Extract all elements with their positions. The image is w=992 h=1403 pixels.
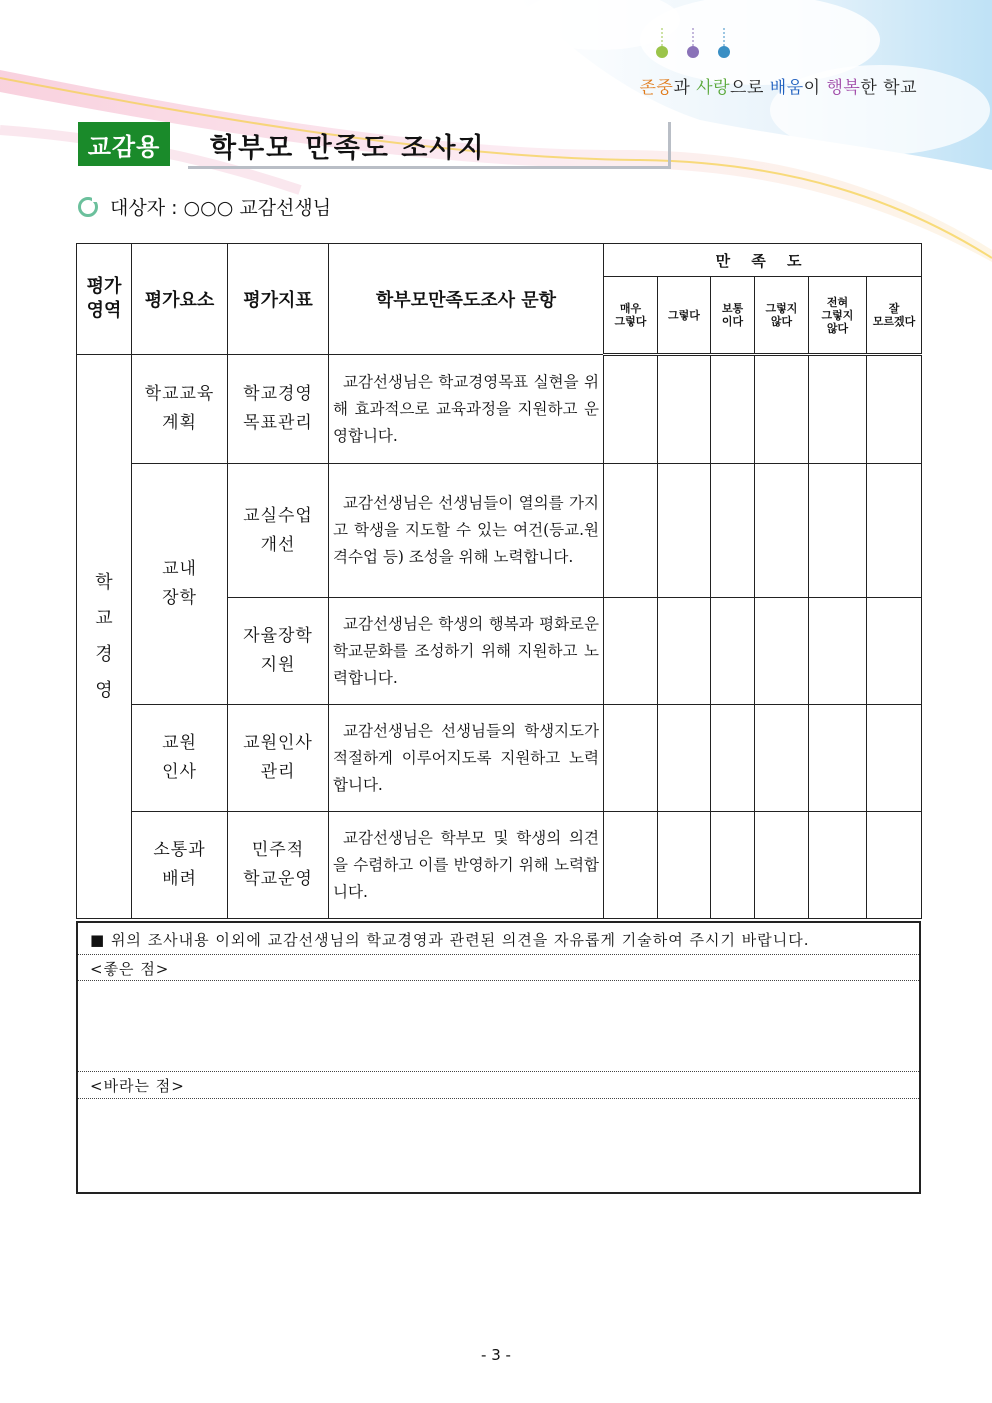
good-points-label: <좋은 점> (90, 960, 170, 978)
motto-segment: 사랑 (696, 78, 731, 98)
motto-segment: 행복 (826, 78, 861, 98)
answer-cell[interactable] (658, 464, 711, 598)
motto-segment: 으로 (730, 78, 770, 98)
answer-cell[interactable] (867, 598, 922, 705)
header-satisfaction: 만 족 도 (604, 244, 922, 277)
survey-table (76, 243, 922, 919)
area-label: 학 교 경 영 (77, 355, 132, 919)
answer-cell[interactable] (711, 598, 755, 705)
answer-cell[interactable] (755, 464, 809, 598)
indicator-cell: 교실수업 개선 (228, 464, 329, 598)
question-cell (329, 812, 604, 919)
comments-instruction: ■ 위의 조사내용 이외에 교감선생님의 학교경영과 관련된 의견을 자유롭게 기술하여 주시기 바랍니다. (90, 931, 810, 949)
table-row (77, 355, 922, 464)
element-cell: 교내 장학 (132, 464, 228, 705)
answer-cell[interactable] (755, 598, 809, 705)
element-cell: 교원 인사 (132, 705, 228, 812)
question-text: 교감선생님은 학부모 및 학생의 의견을 수렴하고 이를 반영하기 위해 노력합니다. (333, 828, 599, 901)
answer-cell[interactable] (809, 812, 867, 919)
wish-points-area[interactable] (78, 1099, 919, 1192)
answer-cell[interactable] (711, 705, 755, 812)
motto-segment: 배움 (769, 78, 804, 98)
table-row (77, 464, 922, 598)
question-text: 교감선생님은 학생의 행복과 평화로운 학교문화를 조성하기 위해 지원하고 노력합니다. (333, 614, 599, 687)
comments-section (76, 921, 921, 1194)
divider (78, 954, 919, 955)
option-dont-know: 잘 모르겠다 (867, 277, 922, 355)
audience-badge: 교감용 (78, 122, 170, 166)
answer-cell[interactable] (604, 598, 658, 705)
title-box (188, 122, 671, 169)
table-row (77, 812, 922, 919)
answer-cell[interactable] (711, 355, 755, 464)
answer-cell[interactable] (658, 598, 711, 705)
question-text: 교감선생님은 선생님들이 열의를 가지고 학생을 지도할 수 있는 여건(등교.원격수업 등) 조성을 위해 노력합니다. (333, 494, 599, 566)
header-indicator: 평가지표 (228, 244, 329, 355)
answer-cell[interactable] (604, 812, 658, 919)
header-area: 평가 영역 (77, 244, 132, 355)
header-question: 학부모만족도조사 문항 (329, 244, 604, 355)
divider (78, 1071, 919, 1072)
answer-cell[interactable] (711, 812, 755, 919)
answer-cell[interactable] (867, 355, 922, 464)
option-neutral: 보통 이다 (711, 277, 755, 355)
answer-cell[interactable] (809, 705, 867, 812)
element-cell: 학교교육 계획 (132, 355, 228, 464)
answer-cell[interactable] (809, 464, 867, 598)
survey-target (78, 193, 331, 220)
answer-cell[interactable] (711, 464, 755, 598)
answer-cell[interactable] (867, 812, 922, 919)
indicator-cell: 민주적 학교운영 (228, 812, 329, 919)
page-number: - 3 - (481, 1346, 511, 1364)
answer-cell[interactable] (809, 355, 867, 464)
option-disagree: 그렇지 않다 (755, 277, 809, 355)
option-strongly-agree: 매우 그렇다 (604, 277, 658, 355)
survey-target-text: 대상자 : ○○○ 교감선생님 (110, 197, 332, 219)
header-element: 평가요소 (132, 244, 228, 355)
answer-cell[interactable] (658, 355, 711, 464)
question-cell (329, 355, 604, 464)
question-text: 교감선생님은 학교경영목표 실현을 위해 효과적으로 교육과정을 지원하고 운영합니다. (333, 372, 599, 445)
decorative-dots-icon (650, 28, 740, 68)
motto-segment: 존중 (639, 78, 674, 98)
motto-segment: 과 (673, 78, 697, 98)
question-text: 교감선생님은 선생님들의 학생지도가 적절하게 이루어지도록 지원하고 노력합니다. (333, 721, 599, 794)
page-title: 학부모 만족도 조사지 (210, 133, 486, 164)
table-row (77, 705, 922, 812)
option-strongly-disagree: 전혀 그렇지 않다 (809, 277, 867, 355)
answer-cell[interactable] (658, 705, 711, 812)
element-cell: 소통과 배려 (132, 812, 228, 919)
answer-cell[interactable] (867, 705, 922, 812)
question-cell (329, 705, 604, 812)
question-cell (329, 598, 604, 705)
indicator-cell: 학교경영 목표관리 (228, 355, 329, 464)
answer-cell[interactable] (604, 705, 658, 812)
answer-cell[interactable] (755, 705, 809, 812)
answer-cell[interactable] (658, 812, 711, 919)
answer-cell[interactable] (867, 464, 922, 598)
answer-cell[interactable] (755, 812, 809, 919)
motto-segment: 한 학교 (860, 78, 917, 98)
answer-cell[interactable] (604, 355, 658, 464)
ring-bullet-icon (78, 197, 98, 217)
good-points-area[interactable] (78, 981, 919, 1071)
answer-cell[interactable] (755, 355, 809, 464)
motto-segment: 이 (803, 78, 827, 98)
indicator-cell: 자율장학 지원 (228, 598, 329, 705)
question-cell (329, 464, 604, 598)
answer-cell[interactable] (809, 598, 867, 705)
indicator-cell: 교원인사 관리 (228, 705, 329, 812)
wish-points-label: <바라는 점> (90, 1077, 185, 1095)
answer-cell[interactable] (604, 464, 658, 598)
school-motto (639, 73, 917, 98)
option-agree: 그렇다 (658, 277, 711, 355)
